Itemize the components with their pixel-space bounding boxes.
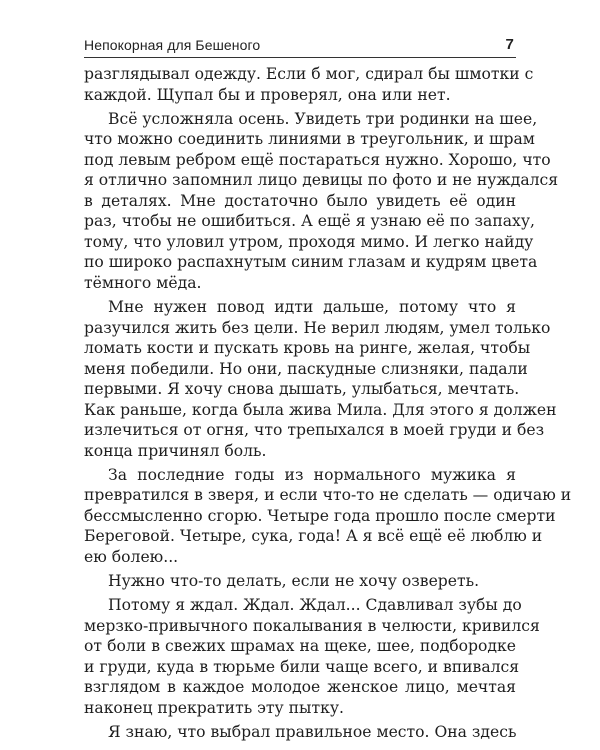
text-line: первыми. Я хочу снова дышать, улыбаться, мечтать. [84, 380, 520, 399]
paragraph [84, 571, 516, 592]
text-line: наконец прекратить эту пытку. [84, 698, 344, 717]
text-line: излечиться от огня, что трепыхался в моей груди и без [84, 421, 545, 440]
text-line: За последние годы из нормального мужика я [108, 465, 516, 484]
text-line: взглядом в каждое молодое женское лицо, мечтая [84, 678, 516, 697]
text-line: и груди, куда в тюрьме били чаще всего, и впивался [84, 657, 520, 676]
text-line: под левым ребром ещё постараться нужно. Хорошо, что [84, 150, 551, 169]
text-line: бессмысленно сгорю. Четыре года прошло после смерти [84, 506, 556, 525]
text-line: Всё усложняла осень. Увидеть три родинки на шее, [108, 109, 538, 128]
paragraph [84, 722, 516, 743]
paragraph [84, 64, 534, 105]
page-number: 7 [505, 36, 514, 53]
text-line: Береговой. Четыре, сука, года! А я всё ещё её люблю и [84, 527, 543, 546]
text-line: каждой. Щупал бы и проверял, она или нет. [84, 85, 451, 104]
text-line: ломать кости и пускать кровь на ринге, желая, чтобы [84, 339, 531, 358]
text-line: по широко распахнутым синим глазам и кудрям цвета [84, 253, 538, 272]
paragraph [84, 297, 557, 461]
text-line: что можно соединить линиями в треугольник, и шрам [84, 130, 535, 149]
body-text [84, 64, 572, 743]
text-line: меня победили. Но они, паскудные слизняки, падали [84, 359, 528, 378]
running-header [84, 34, 516, 58]
text-line: разучился жить без цели. Не верил людям, умел только [84, 318, 551, 337]
text-line: Потому я ждал. Ждал. Ждал... Сдавливал зубы до [108, 596, 522, 615]
paragraph [84, 595, 540, 718]
text-line: конца причинял боль. [84, 441, 267, 460]
text-line: Как раньше, когда была жива Мила. Для этого я должен [84, 400, 557, 419]
text-line: тёмного мёда. [84, 273, 202, 292]
text-line: от боли в свежих шрамах на щеке, шее, подбородке [84, 637, 516, 656]
text-line: тому, что уловил утром, проходя мимо. И легко найду [84, 232, 534, 251]
text-line: в деталях. Мне достаточно было увидеть её один [84, 191, 516, 210]
text-line: разглядывал одежду. Если б мог, сдирал бы шмотки с [84, 65, 534, 83]
text-line: ею болею... [84, 547, 179, 566]
paragraph [84, 465, 572, 568]
text-line: Я знаю, что выбрал правильное место. Она здесь [108, 723, 517, 742]
text-line: Нужно что-то делать, если не хочу озвереть. [108, 572, 480, 591]
paragraph [84, 109, 559, 294]
text-line: я отлично запомнил лицо девицы по фото и не нуждался [84, 171, 559, 190]
text-line: мерзко-привычного покалывания в челюсти, кривился [84, 616, 540, 635]
text-line: раз, чтобы не ошибиться. А ещё я узнаю её по запаху, [84, 212, 535, 231]
text-line: Мне нужен повод идти дальше, потому что я [108, 298, 516, 317]
text-line: превратился в зверя, и если что-то не сделать — одичаю и [84, 486, 572, 505]
book-title: Непокорная для Бешеного [84, 37, 261, 53]
